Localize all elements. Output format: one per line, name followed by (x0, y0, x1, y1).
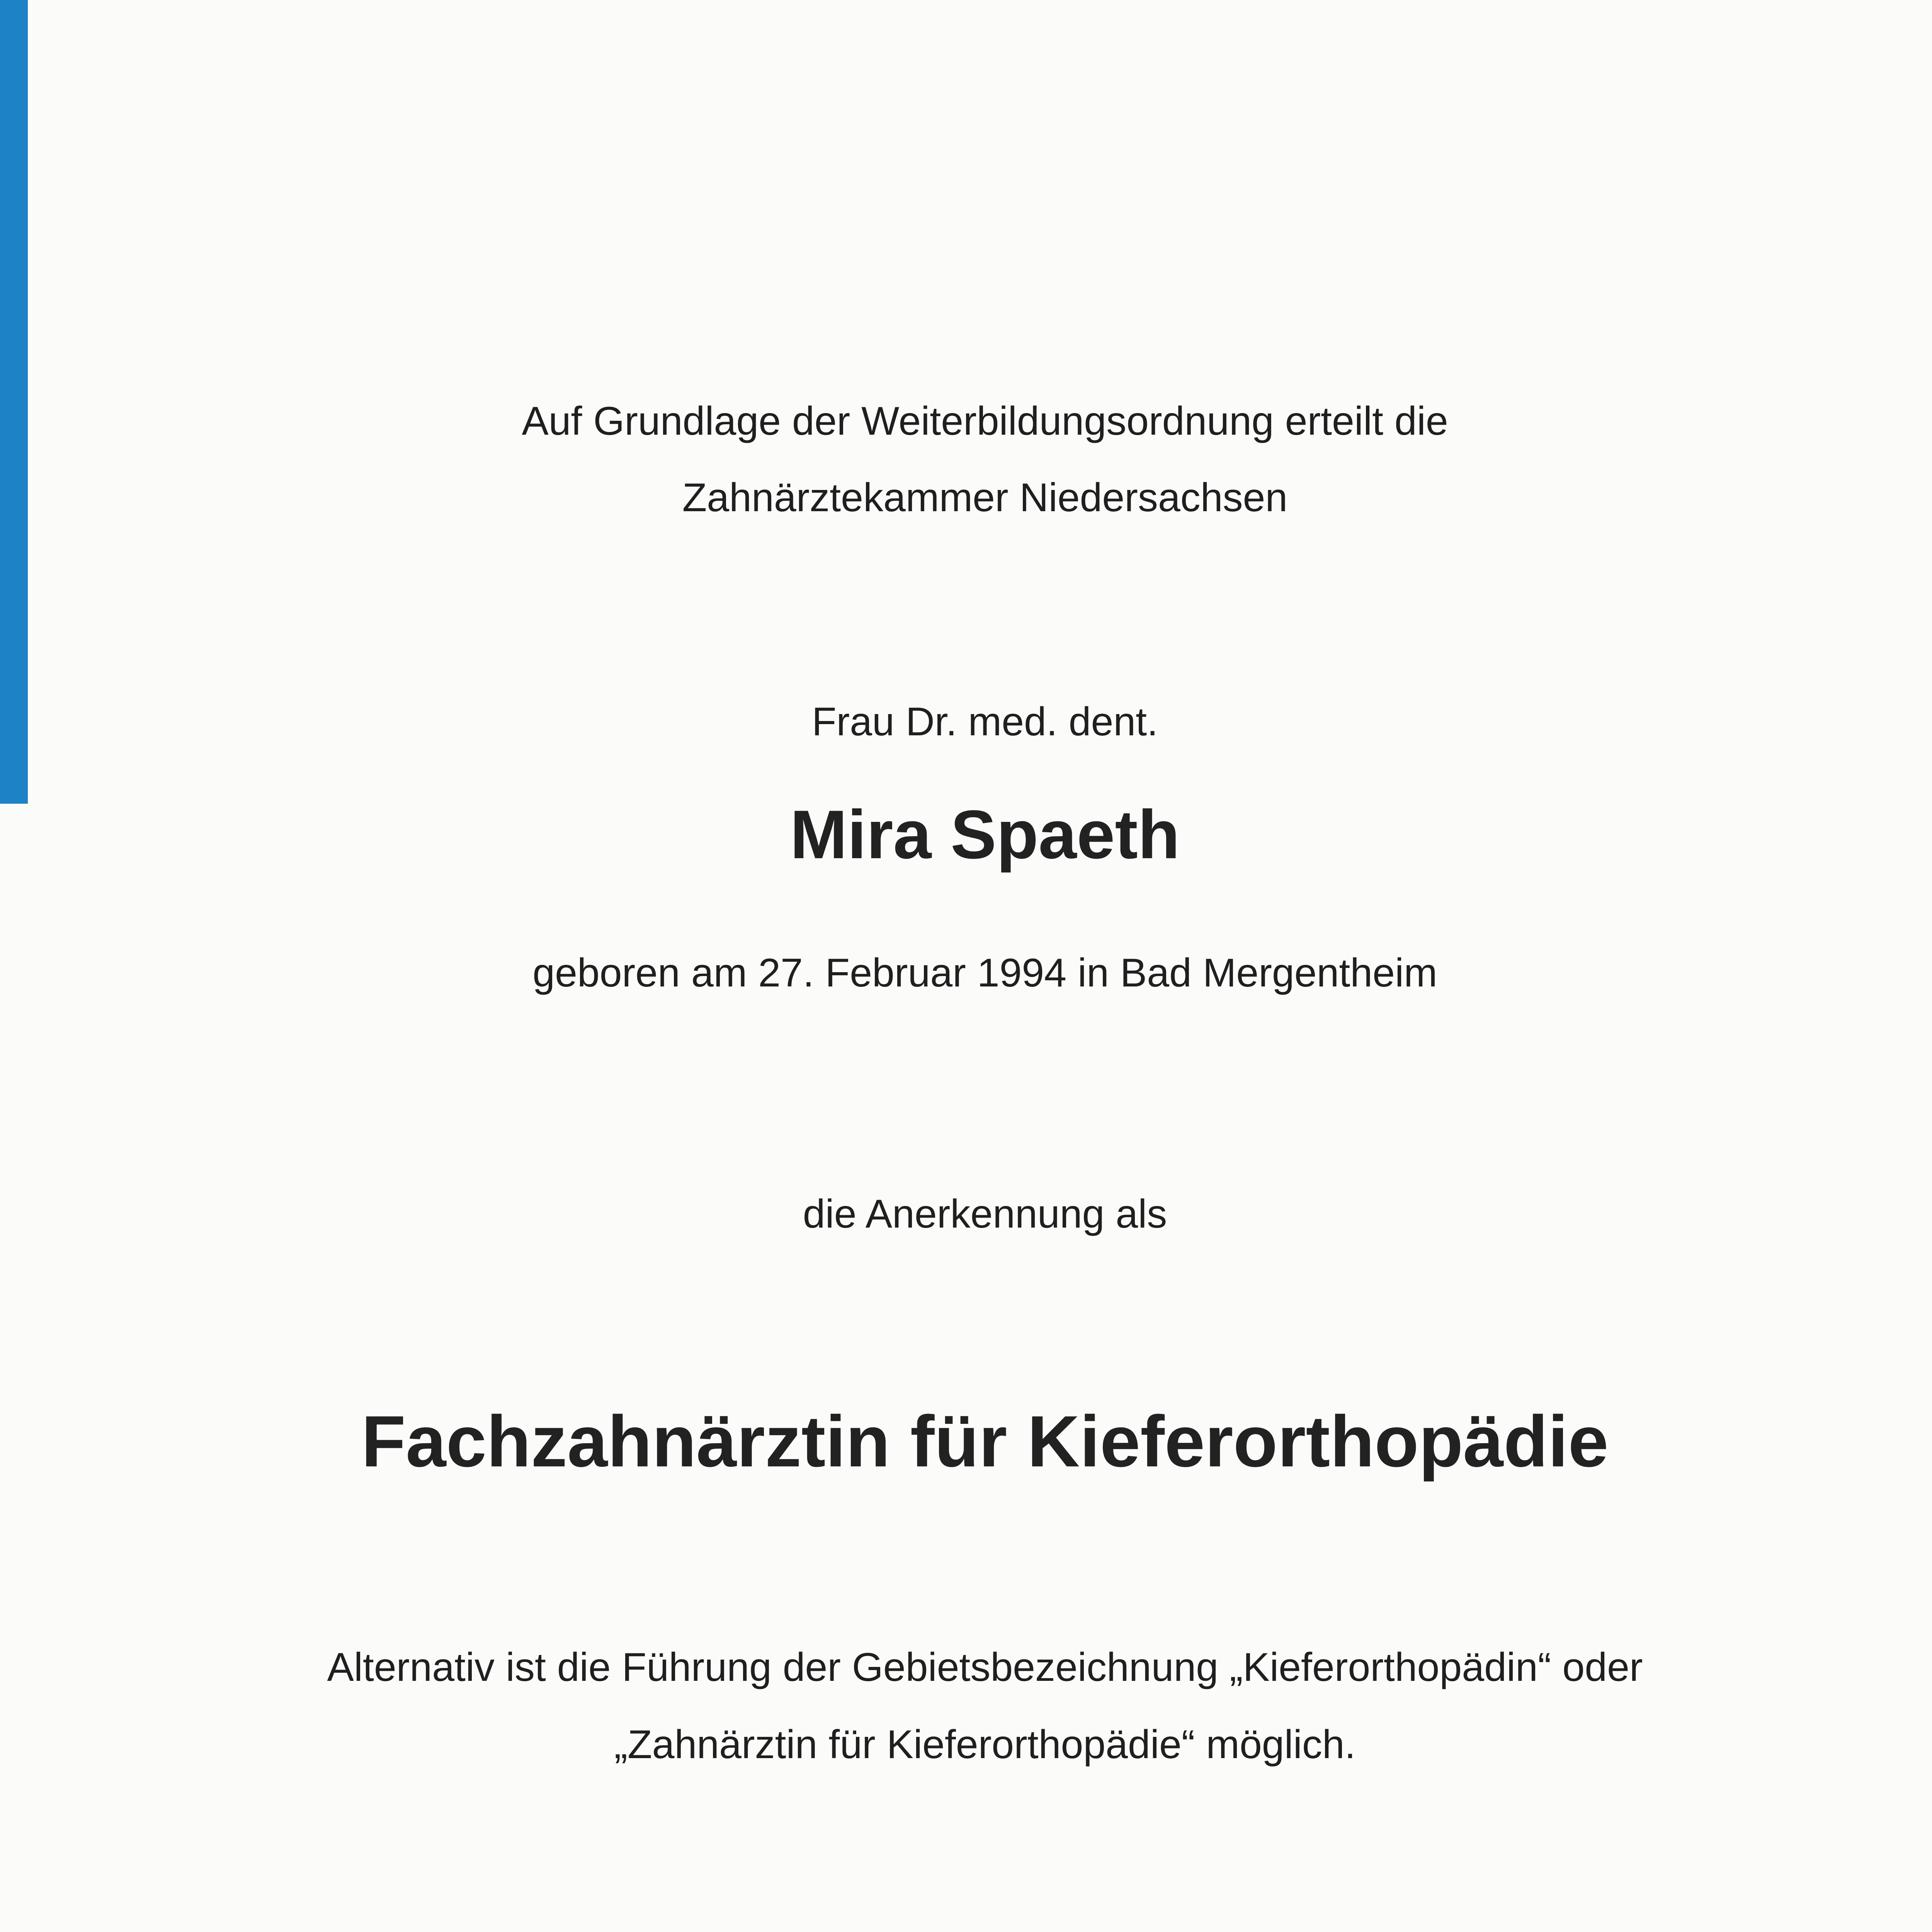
recipient-birth: geboren am 27. Februar 1994 in Bad Mergentheim (532, 951, 1437, 995)
alternative-line-2: „Zahnärztin für Kieferorthopädie“ möglich. (614, 1722, 1356, 1767)
alternative-line-1: Alternativ ist die Führung der Gebietsbezeichnung „Kieferorthopädin“ oder (327, 1645, 1643, 1690)
recognition-label: die Anerkennung als (803, 1192, 1167, 1236)
intro-line-1: Auf Grundlage der Weiterbildungsordnung erteilt die (522, 399, 1448, 444)
recipient-salutation: Frau Dr. med. dent. (812, 699, 1158, 744)
specialist-title: Fachzahnärztin für Kieferorthopädie (361, 1401, 1609, 1482)
recipient-name: Mira Spaeth (790, 796, 1180, 873)
intro-line-2: Zahnärztekammer Niedersachsen (682, 475, 1288, 520)
